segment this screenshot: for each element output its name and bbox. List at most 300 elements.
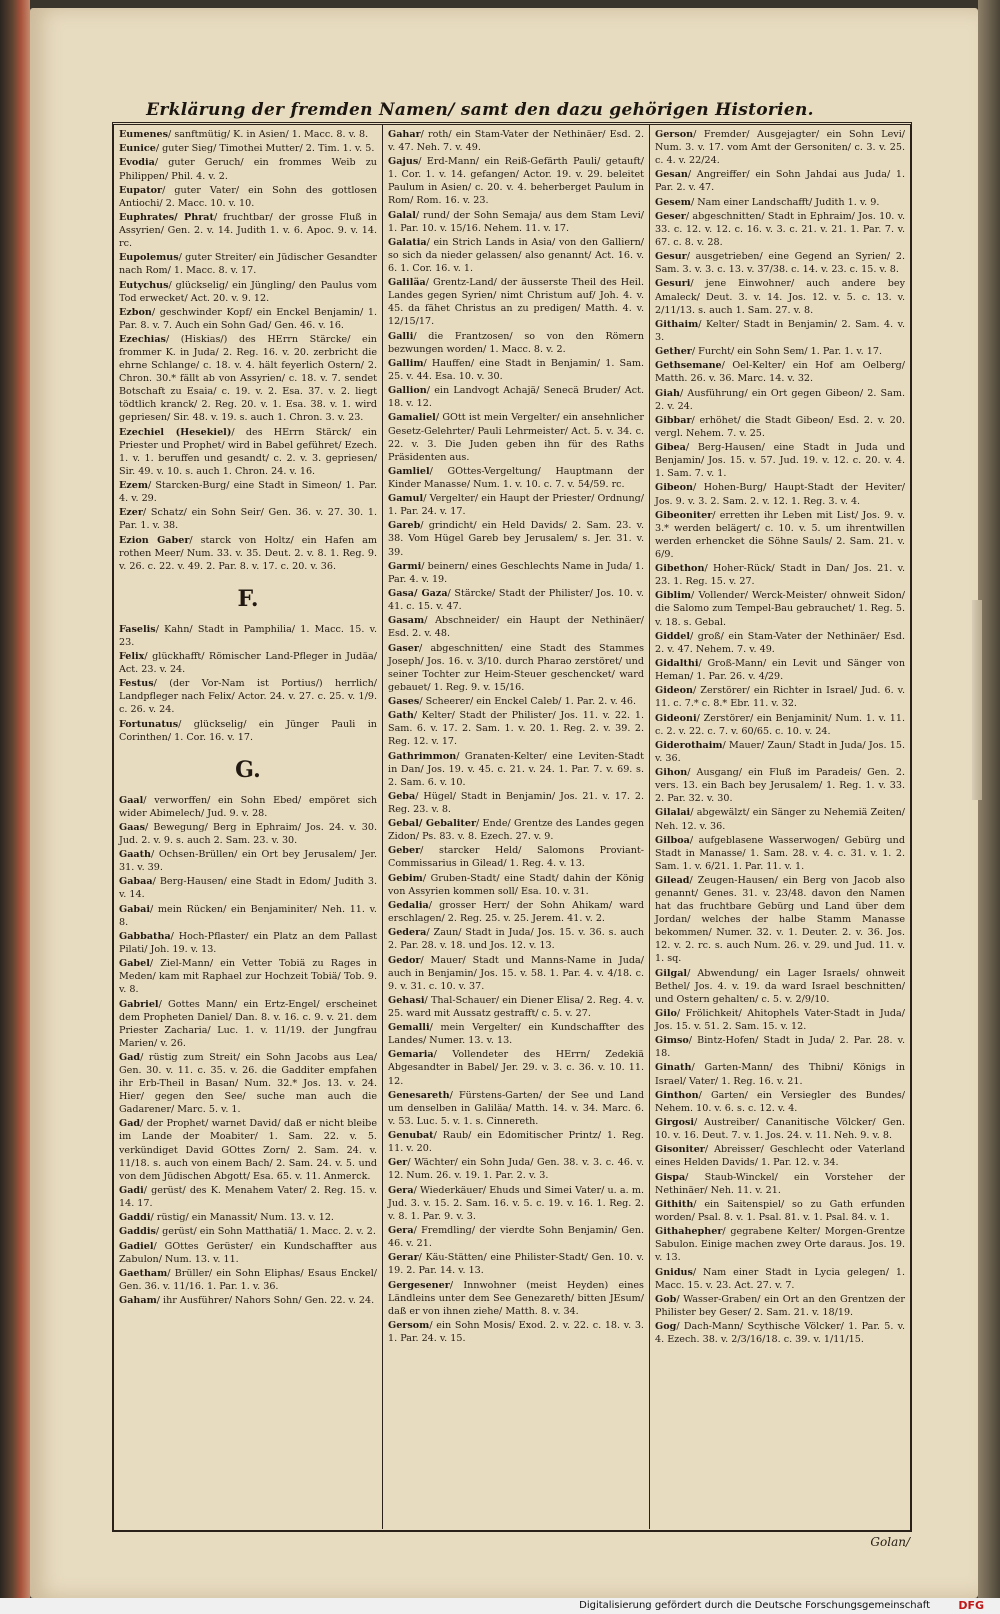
entry-definition: / starck von Holtz/ ein Hafen am rothen Meer/ Num. 33. v. 35. Deut. 2. v. 8. 1. Reg. 9. v. 26. c. 22. v. 49. 2. Par. 8. v. 17. c. 20. v. 36. (119, 534, 377, 572)
dictionary-entry (655, 1198, 905, 1224)
entry-definition: / guter Streiter/ ein Jüdischer Gesandter nach Rom/ 1. Macc. 8. v. 17. (119, 252, 377, 277)
entry-headword: Gamliel (388, 465, 430, 477)
entry-headword: Faselis (119, 623, 156, 635)
dictionary-entry (655, 562, 905, 588)
entry-definition: / Hauffen/ eine Stadt in Benjamin/ 1. Sam. 25. v. 44. Esa. 10. v. 30. (388, 357, 644, 382)
entry-headword: Gareb (388, 520, 421, 532)
text-frame (112, 122, 912, 1532)
dictionary-entry (388, 844, 644, 870)
dictionary-entry (119, 794, 377, 820)
entry-definition: / Abschneider/ ein Haupt der Nethinäer/ Esd. 2. v. 48. (388, 615, 644, 640)
entry-definition: / Zeugen-Hausen/ ein Berg von Jacob also genannt/ Genes. 31. v. 23/48. davon den Namen hat das fruchtbare Gebürg und Land über dem Jordan/ welches der halbe Stamm Manasse bekommen/ Numer. 32. v. 1. Deuter. 2. v. 36. Jos. 12. v. 2. rc. s. auch Num. 26. v. 29. und Jud. 11. v. 1. sq. (655, 875, 905, 965)
entry-headword: Gog (655, 1321, 677, 1333)
dictionary-entry (388, 899, 644, 925)
dictionary-entry (119, 1240, 377, 1266)
entry-headword: Gemalli (388, 1022, 430, 1034)
dictionary-entry (119, 506, 377, 532)
dictionary-entry (388, 155, 644, 207)
entry-definition: / Hoher-Rück/ Stadt in Dan/ Jos. 21. v. 23. 1. Reg. 15. v. 27. (655, 563, 905, 588)
dictionary-entry (655, 874, 905, 965)
dictionary-entry (655, 630, 905, 656)
dictionary-entry (388, 1279, 644, 1318)
entry-definition: / Garten/ ein Versiegler des Bundes/ Nehem. 10. v. 6. s. c. 12. v. 4. (655, 1089, 905, 1114)
entry-headword: Ginath (655, 1062, 692, 1074)
dictionary-entry (119, 1051, 377, 1116)
entry-definition: / aufgeblasene Wasserwogen/ Gebürg und Stadt in Manasse/ 1. Sam. 28. v. 4. c. 31. v. 1. 2. Sam. 1. v. 6/21. 1. Par. 11. v. 1. (655, 834, 905, 872)
dictionary-entry (388, 1156, 644, 1182)
dictionary-entry (655, 967, 905, 1006)
entry-headword: Gersom (388, 1319, 430, 1331)
entry-headword: Gaas (119, 821, 146, 833)
entry-definition: / Kelter/ Stadt in Benjamin/ 2. Sam. 4. v. 3. (655, 318, 905, 343)
dictionary-entry (119, 1184, 377, 1210)
entry-definition: / ein Strich Lands in Asia/ von den Galliern/ so sich da nieder gelassen/ also genannt/ Act. 16. v. 6. 1. Cor. 16. v. 1. (388, 236, 644, 275)
entry-definition: / Mauer/ Stadt und Manns-Name in Juda/ auch in Benjamin/ Jos. 15. v. 58. 1. Par. 4. v. 4/18. c. 9. v. 31. c. 10. v. 37. (388, 954, 644, 992)
dictionary-entry (119, 957, 377, 996)
entry-definition: / groß/ ein Stam-Vater der Nethinäer/ Esd. 2. v. 47. Nehem. 7. v. 49. (655, 630, 905, 655)
entry-headword: Gamul (388, 493, 424, 505)
dictionary-entry (655, 1089, 905, 1115)
dictionary-entry (388, 209, 644, 235)
section-letter: G. (235, 756, 261, 783)
entry-definition: / Furcht/ ein Sohn Sem/ 1. Par. 1. v. 17. (691, 346, 883, 358)
entry-definition: / Bintz-Hofen/ Stadt in Juda/ 2. Par. 28. v. 18. (655, 1035, 905, 1060)
entry-headword: Gabai (119, 903, 150, 915)
entry-definition: / Scheerer/ ein Enckel Caleb/ 1. Par. 2. v. 46. (419, 695, 637, 707)
entry-definition: / Stärcke/ Stadt der Philister/ Jos. 10. v. 41. c. 15. v. 47. (388, 588, 644, 613)
entry-definition: / geschwinder Kopf/ ein Enckel Benjamin/ 1. Par. 8. v. 7. Auch ein Sohn Gad/ Gen. 46. v. 16. (119, 306, 377, 331)
dictionary-entry (655, 1143, 905, 1169)
entry-headword: Girgosi (655, 1117, 695, 1129)
entry-definition: / ein Landvogt Achajä/ Senecä Bruder/ Act. 18. v. 12. (388, 385, 644, 410)
entry-definition: / Ausführung/ ein Ort gegen Gibeon/ 2. Sam. 2. v. 24. (655, 387, 905, 412)
entry-headword: Gad (119, 1118, 141, 1130)
dictionary-entry (388, 926, 644, 952)
entry-headword: Eumenes (119, 129, 169, 140)
entry-headword: Gihon (655, 767, 688, 779)
entry-headword: Ezion Gaber (119, 534, 190, 546)
dictionary-entry (655, 345, 905, 358)
entry-definition: / mein Rücken/ ein Benjaminiter/ Neh. 11. v. 8. (119, 903, 377, 928)
entry-headword: Gergesener (388, 1279, 450, 1291)
entry-headword: Gibeon (655, 482, 694, 494)
dictionary-entry (655, 1007, 905, 1033)
entry-definition: / Berg-Hausen/ eine Stadt in Juda und Benjamin/ Jos. 15. v. 57. Jud. 19. v. 12. c. 20. v. 4. 1. Sam. 7. v. 1. (655, 442, 905, 480)
entry-headword: Eupator (119, 184, 163, 196)
entry-definition: / GOttes-Vergeltung/ Hauptmann der Kinder Manasse/ Num. 1. v. 10. c. 7. v. 54/59. rc. (388, 465, 644, 490)
dictionary-entry (655, 1266, 905, 1292)
entry-definition: / Brüller/ ein Sohn Eliphas/ Esaus Enckel/ Gen. 36. v. 11/16. 1. Par. 1. v. 36. (119, 1267, 377, 1292)
dictionary-entry (388, 1319, 644, 1345)
entry-headword: Ezbon (119, 306, 152, 318)
entry-definition: / Nam einer Landschafft/ Judith 1. v. 9. (690, 196, 880, 208)
entry-definition: / Austreiber/ Cananitische Völcker/ Gen. 10. v. 16. Deut. 7. v. 1. Jos. 24. v. 11. Neh. 9. v. 8. (655, 1117, 905, 1142)
dictionary-entry (655, 359, 905, 385)
entry-definition: / beinern/ eines Geschlechts Name in Juda/ 1. Par. 4. v. 19. (388, 560, 644, 585)
entry-definition: / erhöhet/ die Stadt Gibeon/ Esd. 2. v. 20. vergl. Nehem. 7. v. 25. (655, 414, 905, 439)
dictionary-entry (119, 128, 377, 141)
dictionary-entry (655, 441, 905, 480)
page-tab (972, 600, 982, 800)
entry-headword: Giah (655, 387, 681, 399)
entry-headword: Gaal (119, 794, 144, 806)
dictionary-entry (655, 1171, 905, 1197)
entry-headword: Gajus (388, 156, 419, 168)
dfg-logo: DFG (958, 1599, 984, 1612)
entry-headword: Galatia (388, 236, 427, 248)
entry-headword: Eunice (119, 143, 156, 155)
entry-definition: / Hoch-Pflaster/ ein Platz an dem Pallast Pilati/ Joh. 19. v. 13. (119, 931, 377, 956)
entry-headword: Gabbatha (119, 931, 171, 942)
entry-definition: / Wasser-Graben/ ein Ort an den Grentzen der Philister bey Geser/ 2. Sam. 21. v. 18/19. (655, 1293, 905, 1318)
entry-definition: / mein Vergelter/ ein Kundschaffter des Landes/ Numer. 13. v. 13. (388, 1022, 644, 1047)
entry-headword: Ger (388, 1157, 408, 1169)
entry-definition: / Zerstörer/ ein Benjaminit/ Num. 1. v. 11. c. 2. v. 22. c. 7. v. 60/65. c. 10. v. 24. (655, 712, 905, 737)
dictionary-entry (388, 492, 644, 518)
entry-definition: / Nam einer Stadt in Lycia gelegen/ 1. Macc. 15. v. 23. Act. 27. v. 7. (655, 1266, 905, 1291)
entry-definition: / GOtt ist mein Vergelter/ ein ansehnlicher Gesetz-Gelehrter/ Pauli Lehrmeister/ Act. 5. v. 34. c. 22. v. 3. Die Juden geben ihn für des Raths Präsidenten aus. (388, 412, 644, 463)
entry-headword: Gerson (655, 129, 694, 140)
entry-headword: Gaddis (119, 1226, 156, 1238)
entry-headword: Gesan (655, 169, 688, 181)
entry-headword: Eupolemus (119, 252, 179, 264)
entry-definition: / Zaun/ Stadt in Juda/ Jos. 15. v. 36. s. auch 2. Par. 28. v. 18. und Jos. 12. v. 13. (388, 927, 644, 952)
dictionary-entry (388, 519, 644, 558)
dictionary-entry (388, 954, 644, 993)
entry-headword: Gaser (388, 642, 419, 654)
column-1 (114, 125, 382, 1529)
entry-headword: Gases (388, 695, 420, 707)
entry-headword: Gob (655, 1293, 677, 1305)
entry-headword: Githahepher (655, 1226, 723, 1238)
entry-headword: Gamaliel (388, 412, 436, 424)
entry-headword: Fortunatus (119, 718, 179, 730)
dictionary-entry (388, 384, 644, 410)
entry-definition: / erretten ihr Leben mit List/ Jos. 9. v. 3.* werden belägert/ c. 10. v. 5. um ihrentwillen werden erhencket die Söhne Sauls/ 2. Sam. 21. v. 6/9. (655, 509, 905, 560)
entry-definition: / Mauer/ Zaun/ Stadt in Juda/ Jos. 15. v. 36. (655, 739, 905, 764)
dictionary-entry (388, 587, 644, 613)
column-3 (649, 125, 910, 1529)
entry-headword: Gedor (388, 954, 421, 966)
entry-headword: Gerar (388, 1252, 419, 1264)
dictionary-entry (388, 1129, 644, 1155)
entry-headword: Gethsemane (655, 360, 722, 372)
entry-definition: / Dach-Mann/ Scythische Völcker/ 1. Par. 5. v. 4. Ezech. 38. v. 2/3/16/18. c. 39. v. 1/11/15. (655, 1321, 905, 1346)
dictionary-entry (119, 875, 377, 901)
dictionary-entry (655, 1061, 905, 1087)
entry-headword: Gibeoniter (655, 509, 713, 521)
dictionary-entry (655, 509, 905, 561)
entry-headword: Gether (655, 346, 692, 358)
entry-definition: / die Frantzosen/ so von den Römern bezwungen worden/ 1. Macc. 8. v. 2. (388, 330, 644, 355)
entry-definition: / ihr Ausführer/ Nahors Sohn/ Gen. 22. v. 24. (156, 1295, 375, 1307)
dictionary-entry (388, 1021, 644, 1047)
entry-definition: / rüstig/ ein Manassit/ Num. 13. v. 12. (150, 1212, 334, 1224)
dictionary-entry (119, 184, 377, 210)
entry-headword: Gadi (119, 1184, 144, 1196)
catchword: Golan/ (870, 1535, 910, 1549)
dictionary-entry (388, 1224, 644, 1250)
entry-headword: Gaath (119, 849, 152, 861)
dictionary-entry (388, 872, 644, 898)
entry-definition: / Abwendung/ ein Lager Israels/ ohnweit Bethel/ Jos. 4. v. 19. da ward Israel beschnitten/ und Ostern gehalten/ c. 5. v. 2/9/10. (655, 967, 905, 1005)
footer-credit: Digitalisierung gefördert durch die Deutsche Forschungsgemeinschaft (579, 1600, 930, 1611)
entry-definition: / Oel-Kelter/ ein Hof am Oelberg/ Matth. 26. v. 36. Marc. 14. v. 32. (655, 360, 905, 385)
entry-headword: Gidalthi (655, 658, 699, 670)
entry-definition: / roth/ ein Stam-Vater der Nethinäer/ Esd. 2. v. 47. Neh. 7. v. 49. (388, 129, 644, 154)
entry-definition: / ausgetrieben/ eine Gegend an Syrien/ 2. Sam. 3. v. 3. c. 13. v. 37/38. c. 14. v. 23. c. 15. v. 8. (655, 251, 905, 276)
entry-definition: / rüstig zum Streit/ ein Sohn Jacobs aus Lea/ Gen. 30. v. 11. c. 35. v. 26. die Gadditer empfahen ihr Erb-Theil in Basan/ Num. 32.* Jos. 13. v. 24. Hier/ gegen den See/ suche man auch die Gadarener/ Marc. 5. v. 1. (119, 1051, 377, 1116)
entry-headword: Galal (388, 209, 416, 221)
entry-definition: / Groß-Mann/ ein Levit und Sänger von Heman/ 1. Par. 26. v. 4/29. (655, 658, 905, 683)
entry-definition: / Gottes Mann/ ein Ertz-Engel/ erscheinet dem Propheten Daniel/ Dan. 8. v. 16. c. 9. v. 21. dem Priester Zacharia/ Luc. 1. v. 11/19. der Jungfrau Marien/ v. 26. (119, 998, 377, 1049)
entry-definition: / Innwohner (meist Heyden) eines Ländleins unter dem See Genezareth/ bitten JEsum/ daß er von ihnen ziehe/ Matth. 8. v. 34. (388, 1279, 644, 1317)
entry-headword: Githith (655, 1198, 694, 1210)
dictionary-entry (655, 1116, 905, 1142)
entry-headword: Gilgal (655, 967, 688, 979)
entry-headword: Gilboa (655, 834, 690, 846)
entry-headword: Gasa/ Gaza (388, 588, 448, 600)
entry-definition: / GOttes Gerüster/ ein Kundschaffter aus Zabulon/ Num. 13. v. 11. (119, 1240, 377, 1265)
dictionary-entry (388, 1184, 644, 1223)
entry-definition: / Kahn/ Stadt in Pamphilia/ 1. Macc. 15. v. 23. (119, 623, 377, 648)
dictionary-entry (655, 1225, 905, 1264)
entry-headword: Gaetham (119, 1267, 168, 1279)
entry-headword: Gallion (388, 385, 427, 397)
entry-headword: Gabriel (119, 998, 159, 1010)
dictionary-entry (119, 251, 377, 277)
entry-headword: Gesem (655, 196, 691, 208)
entry-definition: / grosser Herr/ der Sohn Ahikam/ ward erschlagen/ 2. Reg. 25. v. 25. Jerem. 41. v. 2. (388, 899, 644, 925)
dictionary-entry (119, 1211, 377, 1224)
dictionary-entry (655, 168, 905, 194)
entry-definition: / Fremdling/ der vierdte Sohn Benjamin/ Gen. 46. v. 21. (388, 1224, 644, 1250)
dictionary-entry (655, 1320, 905, 1346)
dictionary-entry (655, 684, 905, 710)
entry-headword: Festus (119, 678, 154, 690)
entry-headword: Gideoni (655, 712, 697, 724)
entry-headword: Gibbar (655, 414, 692, 426)
entry-headword: Gibethon (655, 563, 705, 575)
entry-definition: / der Prophet/ warnet David/ daß er nicht bleibe im Lande der Moabiter/ 1. Sam. 22. v. 5. verkündiget David GOttes Zorn/ 2. Sam. 24. v. 11/18. s. auch von einem Bach/ 2. Sam. 24. v. 5. und von dem Jüdischen Abgott/ Esa. 65. v. 11. Anmerck. (119, 1118, 377, 1182)
dictionary-entry (655, 387, 905, 413)
entry-headword: Gadiel (119, 1240, 154, 1252)
dictionary-entry (388, 1048, 644, 1087)
entry-headword: Gisoniter (655, 1144, 705, 1156)
entry-headword: Ginthon (655, 1089, 699, 1101)
entry-headword: Gebal/ Gebaliter (388, 818, 477, 830)
entry-definition: / Zerstörer/ ein Richter in Israel/ Jud. 6. v. 11. c. 7.* c. 8.* Ebr. 11. v. 32. (655, 685, 905, 710)
entry-headword: Garmi (388, 560, 422, 572)
entry-headword: Githaim (655, 318, 699, 330)
dictionary-entry (388, 411, 644, 463)
dictionary-entry (388, 750, 644, 789)
entry-definition: / abgeschnitten/ Stadt in Ephraim/ Jos. 10. v. 33. c. 12. v. 12. c. 16. v. 3. c. 21. v. 21. 1. Par. 7. v. 67. c. 8. v. 28. (655, 210, 905, 248)
dictionary-entry (119, 426, 377, 478)
entry-headword: Galli (388, 330, 414, 342)
dictionary-entry (655, 834, 905, 873)
dictionary-entry (655, 250, 905, 276)
entry-definition: / Erd-Mann/ ein Reiß-Gefärth Pauli/ getauft/ 1. Cor. 1. v. 14. gefangen/ Actor. 19. v. 29. beleitet Paulum in Asien/ c. 20. v. 4. beherberget Paulum in Rom/ Rom. 16. v. 23. (388, 156, 644, 207)
entry-definition: / guter Geruch/ ein frommes Weib zu Philippen/ Phil. 4. v. 2. (119, 157, 377, 182)
entry-headword: Gaham (119, 1295, 157, 1307)
entry-headword: Ezer (119, 507, 143, 519)
entry-definition: / Käu-Stätten/ eine Philister-Stadt/ Gen. 10. v. 19. 2. Par. 14. v. 13. (388, 1252, 644, 1277)
dictionary-entry (388, 695, 644, 708)
entry-headword: Giderothaim (655, 739, 723, 751)
dictionary-entry (388, 128, 644, 154)
dictionary-entry (119, 142, 377, 155)
dictionary-entry (388, 236, 644, 275)
entry-headword: Gabel (119, 958, 150, 970)
entry-definition: / glückselig/ ein Jünger Pauli in Corinthen/ 1. Cor. 16. v. 17. (119, 718, 377, 743)
dictionary-entry (388, 1089, 644, 1128)
dictionary-entry (388, 465, 644, 491)
entry-definition: / Ziel-Mann/ ein Vetter Tobiä zu Rages in Meden/ kam mit Raphael zur Hochzeit Tobiä/ Tob. 9. v. 8. (119, 958, 377, 996)
entry-definition: / glückhafft/ Römischer Land-Pfleger in Judäa/ Act. 23. v. 24. (119, 650, 377, 676)
entry-definition: / starcker Held/ Salomons Proviant-Commissarius in Gilead/ 1. Reg. 4. v. 13. (388, 845, 644, 870)
dictionary-entry (388, 709, 644, 748)
entry-definition: / fruchtbar/ der grosse Fluß in Assyrien/ Gen. 2. v. 14. Judith 1. v. 6. Apoc. 9. v. 14. rc. (119, 212, 377, 250)
entry-definition: / Hügel/ Stadt in Benjamin/ Jos. 21. v. 17. 2. Reg. 23. v. 8. (388, 790, 644, 815)
entry-definition: / (der Vor-Nam ist Portius/) herrlich/ Landpfleger nach Felix/ Actor. 24. v. 27. c. 25. v. 1/9. c. 26. v. 24. (119, 678, 377, 716)
entry-headword: Gedera (388, 927, 427, 939)
entry-definition: / Garten-Mann/ des Thibni/ Königs in Israel/ Vater/ 1. Reg. 16. v. 21. (655, 1062, 905, 1087)
dictionary-entry (119, 479, 377, 505)
entry-headword: Gallim (388, 357, 424, 369)
dictionary-entry (388, 330, 644, 356)
section-letter: F. (237, 585, 259, 612)
entry-headword: Gad (119, 1051, 141, 1063)
entry-headword: Giblim (655, 590, 691, 602)
entry-headword: Eutychus (119, 279, 169, 291)
dictionary-entry (119, 718, 377, 744)
entry-definition: / abgewälzt/ ein Sänger zu Nehemiä Zeiten/ Neh. 12. v. 36. (655, 807, 905, 832)
dictionary-entry (119, 279, 377, 305)
dictionary-entry (119, 333, 377, 424)
entry-headword: Ezechias (119, 334, 166, 346)
dictionary-entry (388, 994, 644, 1020)
dictionary-entry (655, 589, 905, 628)
entry-definition: / Frölichkeit/ Ahitophels Vater-Stadt in Juda/ Jos. 15. v. 51. 2. Sam. 15. v. 12. (655, 1007, 905, 1032)
dictionary-entry (655, 657, 905, 683)
dictionary-entry (119, 1267, 377, 1293)
entry-definition: / des HErrn Stärck/ ein Priester und Prophet/ wird in Babel geführet/ Ezech. 1. v. 1. beruffen und gesandt/ c. 2. v. 3. gepriesen/ Sir. 49. v. 10. s. auch 1. Chron. 24. v. 16. (119, 426, 377, 477)
entry-headword: Gilead (655, 875, 690, 887)
page-edge (978, 0, 1000, 1614)
entry-headword: Geser (655, 210, 686, 222)
entry-headword: Geber (388, 845, 421, 857)
dictionary-entry (119, 848, 377, 874)
entry-headword: Gesur (655, 251, 687, 263)
entry-headword: Gathrimmon (388, 750, 457, 762)
entry-headword: Gibea (655, 442, 686, 454)
entry-definition: / gerüst/ ein Sohn Matthatiä/ 1. Macc. 2. v. 2. (155, 1226, 376, 1238)
entry-definition: / glückselig/ ein Jüngling/ den Paulus vom Tod erwecket/ Act. 20. v. 9. 12. (119, 279, 377, 304)
entry-headword: Felix (119, 650, 145, 662)
entry-definition: / Vollendeter des HErrn/ Zedekiä Abgesandter in Babel/ Jer. 29. v. 3. c. 36. v. 10. 11. 12. (388, 1049, 644, 1087)
entry-definition: / Abreisser/ Geschlecht oder Vaterland eines Helden Davids/ 1. Par. 12. v. 34. (655, 1144, 905, 1169)
dictionary-entry (655, 481, 905, 507)
dictionary-entry (655, 1034, 905, 1060)
book-spine (0, 0, 30, 1614)
entry-headword: Gispa (655, 1171, 686, 1183)
dictionary-entry (388, 560, 644, 586)
entry-definition: / guter Sieg/ Timothei Mutter/ 2. Tim. 1. v. 5. (155, 143, 375, 155)
dictionary-entry (388, 1251, 644, 1277)
entry-headword: Gnidus (655, 1266, 693, 1278)
dictionary-entry (119, 1294, 377, 1307)
dictionary-entry (655, 712, 905, 738)
dictionary-entry (655, 196, 905, 209)
entry-headword: Gehasi (388, 994, 425, 1006)
dictionary-entry (119, 677, 377, 716)
dictionary-entry (119, 930, 377, 956)
entry-headword: Gedalia (388, 899, 429, 911)
entry-headword: Ezem (119, 480, 149, 492)
entry-definition: / Bewegung/ Berg in Ephraim/ Jos. 24. v. 30. Jud. 2. v. 9. s. auch 2. Sam. 23. v. 30. (119, 821, 377, 846)
page-header: Erklärung der fremden Namen/ samt den dazu gehörigen Historien. (146, 100, 814, 120)
dictionary-entry (119, 534, 377, 573)
entry-headword: Gaddi (119, 1212, 151, 1224)
entry-definition: / Staub-Winckel/ ein Vorsteher der Nethinäer/ Neh. 11. v. 21. (655, 1171, 905, 1196)
entry-definition: / Grentz-Land/ der äusserste Theil des Heil. Landes gegen Syrien/ nimt Christum auf/ Joh. 4. v. 45. da fähet Christus an zu predigen/ Matth. 4. v. 12/15/17. (388, 277, 644, 328)
entry-headword: Gera (388, 1184, 414, 1196)
entry-definition: / ein Saitenspiel/ so zu Gath erfunden worden/ Psal. 8. v. 1. Psal. 81. v. 1. Psal. 84. v. 1. (655, 1198, 905, 1223)
entry-definition: / abgeschnitten/ eine Stadt des Stammes Joseph/ Jos. 16. v. 3/10. durch Pharao zerstöret/ und seiner Tochter zur Heim-Steuer geschencket/ ward gebauet/ 1. Reg. 9. v. 15/16. (388, 642, 644, 693)
column-2 (382, 125, 649, 1529)
dictionary-entry (655, 739, 905, 765)
entry-headword: Galiläa (388, 277, 426, 289)
entry-definition: / verworffen/ ein Sohn Ebed/ empöret sich wider Abimelech/ Jud. 9. v. 28. (119, 794, 377, 819)
entry-definition: / Gruben-Stadt/ eine Stadt/ dahin der König von Assyrien kommen soll/ Esa. 10. v. 31. (388, 872, 644, 897)
entry-headword: Gimso (655, 1035, 689, 1047)
entry-headword: Gilo (655, 1007, 677, 1019)
entry-definition: / Hohen-Burg/ Haupt-Stadt der Heviter/ Jos. 9. v. 3. 2. Sam. 2. v. 12. 1. Reg. 3. v. 4. (655, 482, 905, 507)
entry-headword: Euphrates/ Phrat (119, 212, 214, 224)
entry-headword: Genubat (388, 1130, 434, 1142)
dictionary-entry (655, 414, 905, 440)
entry-definition: / sanftmütig/ K. in Asien/ 1. Macc. 8. v. 8. (168, 129, 369, 140)
dictionary-entry (655, 277, 905, 316)
dictionary-entry (119, 998, 377, 1050)
entry-headword: Gilalai (655, 807, 691, 819)
dictionary-entry (655, 1293, 905, 1319)
entry-definition: / Angreiffer/ ein Sohn Jahdai aus Juda/ 1. Par. 2. v. 47. (655, 169, 905, 194)
entry-definition: / Raub/ ein Edomitischer Printz/ 1. Reg. 11. v. 20. (388, 1130, 644, 1155)
dictionary-entry (119, 1117, 377, 1182)
entry-definition: / Kelter/ Stadt der Philister/ Jos. 11. v. 22. 1. Sam. 6. v. 17. 2. Sam. 1. v. 20. 1. Reg. 2. v. 39. 2. Reg. 12. v. 17. (388, 710, 644, 748)
entry-definition: / Starcken-Burg/ eine Stadt in Simeon/ 1. Par. 4. v. 29. (119, 480, 377, 505)
entry-headword: Gabaa (119, 876, 153, 888)
entry-headword: Giddel (655, 630, 691, 642)
entry-definition: / Fürstens-Garten/ der See und Land um denselben in Galiläa/ Matth. 14. v. 34. Marc. 6. v. 53. Luc. 5. v. 1. s. Cinnereth. (388, 1089, 644, 1127)
dictionary-entry (388, 357, 644, 383)
entry-definition: / Berg-Hausen/ eine Stadt in Edom/ Judith 3. v. 14. (119, 876, 377, 901)
entry-headword: Gahar (388, 129, 421, 140)
entry-definition: / jene Einwohner/ auch andere bey Amaleck/ Deut. 3. v. 14. Jos. 12. v. 5. c. 13. v. 2/11/13. s. auch 1. Sam. 27. v. 8. (655, 278, 905, 316)
dictionary-entry (655, 210, 905, 249)
dictionary-entry (119, 650, 377, 676)
entry-definition: / Schatz/ ein Sohn Seir/ Gen. 36. v. 27. 30. 1. Par. 1. v. 38. (119, 507, 377, 532)
entry-definition: / (Hiskias/) des HErrn Stärcke/ ein frommer K. in Juda/ 2. Reg. 16. v. 20. zerbricht die ehrne Schlange/ c. 18. v. 4. hält feyerlich Ostern/ 2. Chron. 30.* fällt ab von Assyrien/ c. 18. v. 7. sendet Botschaft zu Esaia/ c. 19. v. 2. Esa. 37. v. 2. liegt tödtlich kranck/ 2. Reg. 20. v. 1. Esa. 38. v. 1. wird gepriesen/ Sir. 48. v. 19. s. auch 1. Chron. 3. v. 23. (119, 334, 377, 424)
entry-headword: Ezechiel (Hesekiel) (119, 426, 232, 438)
entry-headword: Gebim (388, 872, 423, 884)
entry-definition: / Vollender/ Werck-Meister/ ohnweit Sidon/ die Salomo zum Tempel-Bau gebrauchet/ 1. Reg. 5. v. 18. s. Gebal. (655, 590, 905, 628)
entry-definition: / Fremder/ Ausgejagter/ ein Sohn Levi/ Num. 3. v. 17. vom Amt der Gersoniten/ c. 3. v. 25. c. 4. v. 22/24. (655, 129, 905, 167)
entry-headword: Genesareth (388, 1089, 450, 1101)
dictionary-entry (119, 821, 377, 847)
